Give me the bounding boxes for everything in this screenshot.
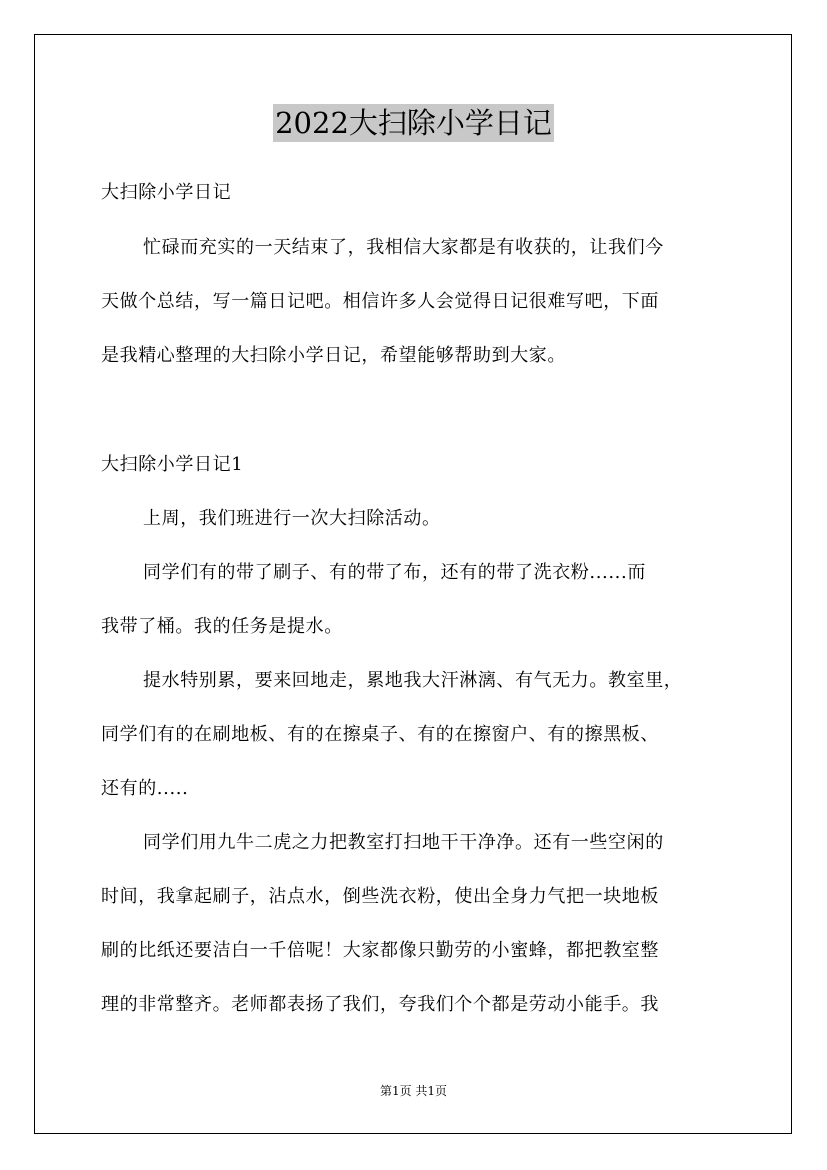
paragraph-line: 上周，我们班进行一次大扫除活动。: [143, 508, 441, 529]
document-title: 2022大扫除小学日记: [275, 106, 552, 140]
paragraph-line: 同学们有的在刷地板、有的在擦桌子、有的在擦窗户、有的擦黑板、: [101, 724, 659, 745]
paragraph-line: 同学们用九牛二虎之力把教室打扫地干干净净。还有一些空闲的: [143, 832, 664, 853]
paragraph-line: 时间，我拿起刷子，沾点水，倒些洗衣粉，使出全身力气把一块地板: [101, 886, 659, 907]
paragraph-line: 同学们有的带了刷子、有的带了布，还有的带了洗衣粉......而: [143, 562, 646, 583]
paragraph-line: 我带了桶。我的任务是提水。: [101, 616, 343, 637]
paragraph-line: 天做个总结，写一篇日记吧。相信许多人会觉得日记很难写吧，下面: [101, 291, 659, 312]
paragraph-line: 是我精心整理的大扫除小学日记，希望能够帮助到大家。: [101, 345, 566, 366]
paragraph-line: 忙碌而充实的一天结束了，我相信大家都是有收获的，让我们今: [143, 237, 664, 258]
section-heading: 大扫除小学日记: [101, 182, 232, 203]
paragraph-line: 提水特别累，要来回地走，累地我大汗淋漓、有气无力。教室里，: [143, 670, 683, 691]
title-container: [0, 104, 827, 142]
page-number-footer: 第1页 共1页: [379, 1084, 448, 1098]
paragraph-line: 理的非常整齐。老师都表扬了我们，夸我们个个都是劳动小能手。我: [101, 994, 659, 1015]
paragraph-line: 刷的比纸还要洁白一千倍呢！大家都像只勤劳的小蜜蜂，都把教室整: [101, 940, 659, 961]
paragraph-line: 还有的.....: [101, 778, 189, 799]
section-heading: 大扫除小学日记1: [101, 454, 244, 475]
